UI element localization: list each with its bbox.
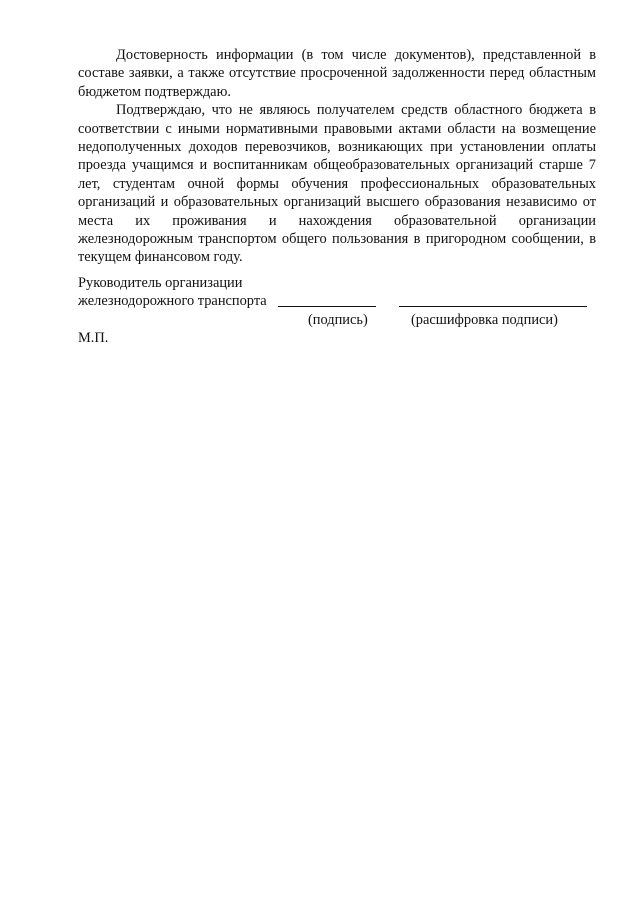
paragraph-reliability-confirmation: Достоверность информации (в том числе документов), представленной в составе заявки, а также отсутствие просроченной задолженности перед областным бюджетом подтверждаю. xyxy=(78,47,596,100)
signature-decoding-blank-line xyxy=(399,306,587,307)
signature-captions-row xyxy=(78,311,598,329)
signature-decoding-caption: (расшифровка подписи) xyxy=(411,311,558,328)
signature-title-row xyxy=(78,292,598,310)
signature-title-line2: железнодорожного транспорта xyxy=(78,293,267,310)
stamp-place-label: М.П. xyxy=(78,330,109,347)
paragraph-non-recipient-confirmation: Подтверждаю, что не являюсь получателем средств областного бюджета в соответствии с иными нормативными правовыми актами области на возмещение недополученных доходов перевозчиков, возникающих при установлении оплаты проезда учащимся и воспитанникам общеобразовательных организаций старше 7 лет, студентам очной формы обучения профессиональных образовательных организаций и образовательных организаций высшего образования независимо от места их проживания и нахождения образовательной организации железнодорожным транспортом общего пользования в пригородном сообщении, в текущем финансовом году. xyxy=(78,102,596,266)
signature-title-line1: Руководитель организации xyxy=(78,275,243,291)
document-body xyxy=(78,46,596,267)
signature-block xyxy=(78,274,598,348)
signature-blank-line xyxy=(278,306,376,307)
signature-caption: (подпись) xyxy=(308,311,368,328)
